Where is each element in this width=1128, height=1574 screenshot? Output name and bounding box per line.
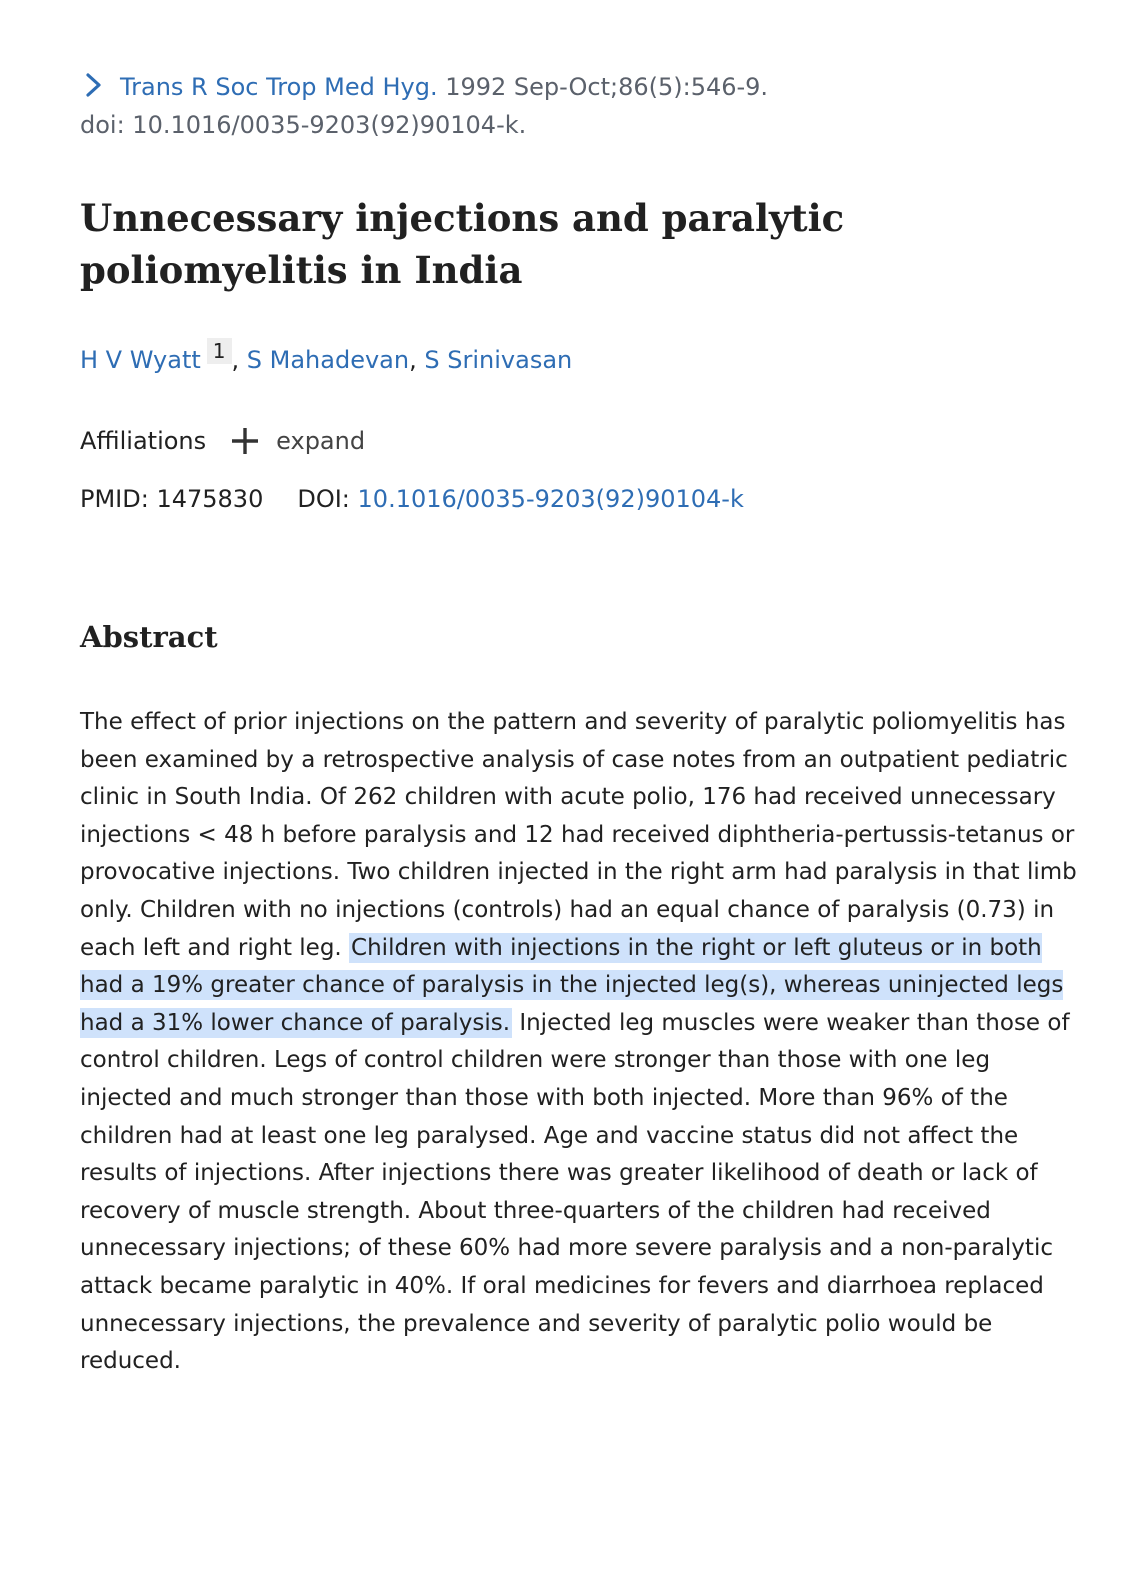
- affiliation-number-link[interactable]: 1: [207, 338, 232, 364]
- doi-label: DOI:: [297, 485, 350, 513]
- citation-doi: doi: 10.1016/0035-9203(92)90104-k.: [80, 111, 527, 139]
- article-identifiers: [80, 480, 744, 518]
- abstract-text: [80, 704, 1080, 1381]
- abstract-text-after: Injected leg muscles were weaker than those of control children. Legs of control children were stronger than those with one leg injected and much stronger than those with both injected. More than 96% of the children had at least one leg paralysed. Age and vaccine status did not affect the results of injections. After injections there was greater likelihood of death or lack of recovery of muscle strength. About three-quarters of the children had received unnecessary injections; of these 60% had more severe paralysis and a non-paralytic attack became paralytic in 40%. If oral medicines for fevers and diarrhoea replaced unnecessary injections, the prevalence and severity of paralytic polio would be reduced.: [80, 1009, 1070, 1375]
- journal-link[interactable]: Trans R Soc Trop Med Hyg.: [120, 73, 438, 101]
- affiliations-expand-toggle[interactable]: expand: [276, 427, 366, 455]
- abstract-text-before: The effect of prior injections on the pattern and severity of paralytic poliomyelitis has been examined by a retrospective analysis of case notes from an outpatient pediatric clinic in South India. Of 262 children with acute polio, 176 had received unnecessary injections < 48 h before paralysis and 12 had received diphtheria-pertussis-tetanus or provocative injections. Two children injected in the right arm had paralysis in that limb only. Children with no injections (controls) had an equal chance of paralysis (0.73) in each left and right leg.: [80, 709, 1077, 961]
- author-list: [80, 338, 572, 380]
- highlighted-text-selection[interactable]: Children with injections in the right or left gluteus or in both had a 19% greater chance of paralysis in the injected leg(s), whereas uninjected legs had a 31% lower chance of paralysis.: [80, 934, 1064, 1036]
- author-link-wyatt[interactable]: H V Wyatt: [80, 346, 201, 374]
- pmid: PMID: 1475830: [80, 485, 264, 513]
- abstract-heading: Abstract: [80, 620, 218, 654]
- doi-link[interactable]: 10.1016/0035-9203(92)90104-k: [357, 485, 744, 513]
- journal-issue-details: 1992 Sep-Oct;86(5):546-9.: [445, 73, 769, 101]
- chevron-right-icon[interactable]: [80, 71, 106, 97]
- author-link-srinivasan[interactable]: S Srinivasan: [424, 346, 573, 374]
- plus-icon[interactable]: [230, 426, 260, 456]
- author-separator: ,: [231, 346, 240, 374]
- affiliations-row: [80, 422, 365, 460]
- author-separator: ,: [409, 346, 417, 374]
- journal-citation: [80, 68, 1080, 144]
- author-link-mahadevan[interactable]: S Mahadevan: [246, 346, 410, 374]
- page-title: Unnecessary injections and paralytic poliomyelitis in India: [80, 196, 845, 292]
- affiliations-label: Affiliations: [80, 427, 207, 455]
